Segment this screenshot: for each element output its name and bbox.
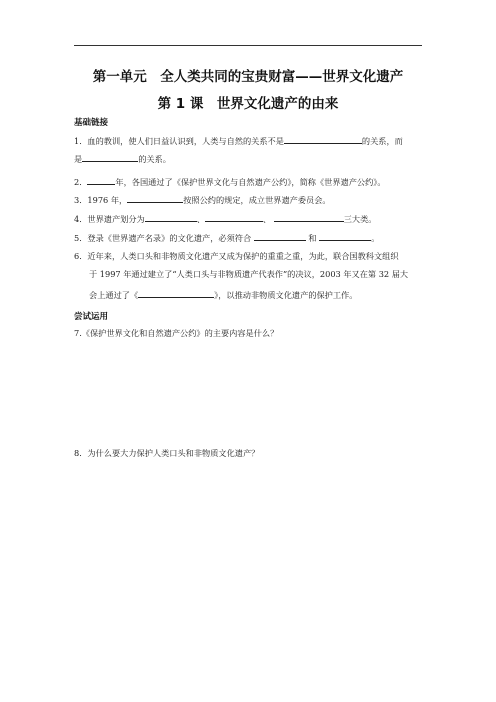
answer-blank-2[interactable]: [87, 175, 115, 185]
answer-blank-3[interactable]: [127, 193, 183, 203]
answer-blank-4a[interactable]: [145, 212, 197, 222]
question-6-text-pre: 会上通过了《: [89, 290, 139, 300]
question-6-text-end: 》，以推动非物质文化遗产的保护工作。: [214, 290, 358, 300]
question-1-text-cont: 是: [74, 154, 83, 164]
question-8-line: 8．为什么要大力保护人类口头和非物质文化遗产？: [74, 448, 260, 458]
answer-blank-1b[interactable]: [82, 152, 138, 162]
question-3-line: [74, 193, 331, 206]
section-basic-heading: 基础链接: [74, 118, 109, 128]
question-2-number: 2．: [74, 177, 88, 187]
question-6-line-1: [74, 251, 399, 262]
question-1-text-end: 的关系，而: [361, 136, 403, 146]
question-2-line: [74, 175, 386, 188]
answer-blank-5b[interactable]: [319, 231, 371, 241]
question-4-line: [74, 212, 377, 225]
question-6-text-cont: 于 1997 年通过建立了“人类口头与非物质遗产代表作”的决议，2003 年又在第 32 届大: [89, 269, 409, 279]
question-6-line-2: [89, 269, 408, 280]
question-1-line-1: [74, 134, 403, 147]
question-6-text: 6．近年来，人类口头和非物质文化遗产又成为保护的重重之重，为此，联合国教科文组织: [74, 251, 399, 261]
question-4-text-end: 三大类。: [343, 214, 377, 224]
lesson-title: 第 1 课 世界文化遗产的由来: [157, 96, 339, 112]
question-4-sep-2: 、: [262, 214, 272, 224]
question-5-line: [74, 231, 379, 244]
question-6-line-3: [89, 288, 357, 301]
question-3-text-end: 按照公约的规定，成立世界遗产委员会。: [183, 195, 331, 205]
question-4-text: 4．世界遗产划分为: [74, 214, 145, 224]
answer-blank-5a[interactable]: [254, 231, 306, 241]
question-7-line: 7.《保护世界文化和自然遗产公约》的主要内容是什么？: [74, 328, 279, 338]
answer-blank-4b[interactable]: [205, 212, 263, 222]
unit-title: 第一单元 全人类共同的宝贵财富——世界文化遗产: [92, 69, 404, 85]
answer-blank-4c[interactable]: [274, 212, 344, 222]
question-3-text: 3．1976 年，: [74, 195, 128, 205]
section-apply-heading: 尝试运用: [74, 312, 109, 322]
question-2-text: 年，各国通过了《保护世界文化与自然遗产公约》，简称《世界遗产公约》。: [115, 177, 386, 187]
question-1-line-2: [74, 152, 171, 165]
answer-blank-6[interactable]: [138, 288, 214, 298]
question-4-sep-1: 、: [196, 214, 205, 224]
answer-blank-1a[interactable]: [284, 134, 362, 144]
question-5-end: 。: [371, 233, 380, 243]
question-1-text-tail: 的关系。: [138, 154, 171, 164]
question-5-text: 5．登录《世界遗产名录》的文化遗产，必须符合: [74, 233, 252, 243]
top-rule: [74, 45, 422, 46]
question-5-and: 和: [308, 233, 317, 243]
question-1-text: 1．血的教训，使人们日益认识到，人类与自然的关系不是: [74, 136, 284, 146]
